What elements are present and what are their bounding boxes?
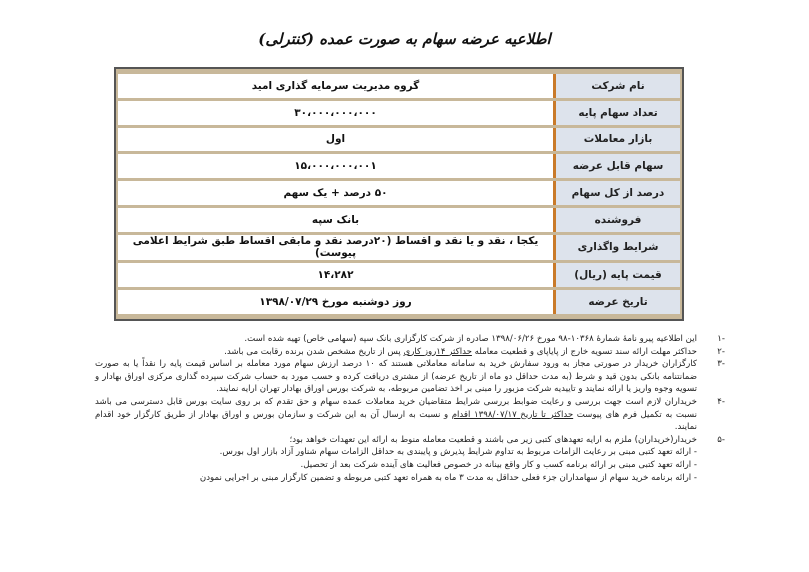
note-item: [95, 434, 725, 447]
note-text-underlined: حداکثر تا تاریخ ۱۳۹۸/۰۷/۱۷ اقدام: [451, 409, 574, 420]
note-text-part: پس از تاریخ مشخص شدن برنده رقابت می باشد.: [224, 346, 404, 357]
table-row-offerable-shares: [118, 154, 680, 178]
note-text: کارگزاران خریدار در صورتی مجاز به ورود سفارش خرید به سامانه معاملاتی هستند که ۱۰ درصد ارزش سهام مورد معامله بر اساس قیمت پایه را نقداً یا به صورت ضمانتنامه بانکی بدون قید و شرط (به مدت حداقل دو ماه از تاریخ عرضه) از مشتری دریافت کرده و حسب مورد به حساب شرکت سپرده گذاری مرکزی اوراق بهادار و تسویه وجوه واریز یا ارائه نمایند و تاییدیه شرکت مزبور را مبنی بر اخذ تضامین مربوطه، به شرکت بورس اوراق بهادار تهران ارایه نمایند.: [95, 359, 697, 395]
table-row-base-price: [118, 263, 680, 287]
row-value: گروه مدیریت سرمایه گذاری امید: [118, 74, 553, 98]
note-text-part: حداکثر مهلت ارائه سند تسویه خارج از پایاپای و قطعیت معامله: [471, 346, 697, 357]
row-label: تعداد سهام پایه: [553, 101, 680, 125]
row-value: ۵۰ درصد + یک سهم: [118, 181, 553, 205]
row-label: نام شرکت: [553, 74, 680, 98]
row-value: ۳۰،۰۰۰،۰۰۰،۰۰۰: [118, 101, 553, 125]
table-row-base-shares: [118, 101, 680, 125]
row-label: قیمت پایه (ریال): [553, 263, 680, 287]
note-number: -۲: [717, 346, 725, 357]
note-text: [95, 396, 697, 434]
row-value: یکجا ، نقد و یا نقد و اقساط (۲۰درصد نقد و مابقی اقساط طبق شرایط اعلامی پیوست): [118, 235, 553, 261]
row-label: تاریخ عرضه: [553, 290, 680, 314]
note-number: -۵: [717, 434, 725, 445]
row-value: روز دوشنبه مورخ ۱۳۹۸/۰۷/۲۹: [118, 290, 553, 314]
note-text: این اطلاعیه پیرو نامهٔ شمارهٔ ۱۰۳۶۸-۹۸ مورخ ۱۳۹۸/۰۶/۲۶ صادره از شرکت کارگزاری بانک سپه (سهامی خاص) تهیه شده است.: [244, 334, 697, 344]
note-text: خریدار(خریداران) ملزم به ارایه تعهدهای کتبی زیر می باشند و قطعیت معامله منوط به ارائه این تعهدات خواهد بود؛: [289, 434, 697, 445]
note-item: [95, 346, 725, 359]
table-row-company-name: [118, 74, 680, 98]
note-item: [95, 396, 725, 434]
note-sub-text: - ارائه برنامه خرید سهام از سهامداران جزء فعلی حداقل به مدت ۳ ماه به همراه تعهد کتبی مربوطه و تضمین کارگزار مبنی بر اجرایی نمودن: [199, 472, 697, 483]
row-value: ۱۵،۰۰۰،۰۰۰،۰۰۱: [118, 154, 553, 178]
row-label: درصد از کل سهام: [553, 181, 680, 205]
table-row-seller: [118, 208, 680, 232]
table-row-market: [118, 128, 680, 152]
note-number: -۳: [717, 359, 725, 370]
note-text-part: و نسبت به ارسال آن به این شرکت و سازمان بورس و اوراق بهادار از طریق کارگزار خود اقدام نمایند.: [95, 409, 697, 433]
note-sub-text: - ارائه تعهد کتبی مبنی بر ارائه برنامه کسب و کار واقع بینانه در خصوص فعالیت های آینده شرکت بعد از تحصیل.: [300, 459, 697, 470]
row-value: ۱۴،۲۸۲: [118, 263, 553, 287]
note-text: [95, 346, 697, 359]
row-value: اول: [118, 128, 553, 152]
note-item: [95, 358, 725, 396]
table-row-transfer-terms: [118, 235, 680, 261]
document-title: اطلاعیه عرضه سهام به صورت عمده (کنترلی): [258, 30, 551, 48]
table-row-percentage: [118, 181, 680, 205]
note-sub-item: [95, 472, 725, 485]
row-value: بانک سپه: [118, 208, 553, 232]
note-sub-item: [95, 459, 725, 472]
row-label: بازار معاملات: [553, 128, 680, 152]
table-row-offering-date: [118, 290, 680, 314]
note-sub-text: - ارائه تعهد کتبی مبنی بر رعایت الزامات مربوط به تداوم شرایط پذیرش و پایبندی به حداقل الزامات سهام شناور آزاد بازار اول بورس.: [219, 447, 697, 458]
note-number: -۴: [717, 396, 725, 407]
notes-list: [95, 333, 725, 484]
row-label: فروشنده: [553, 208, 680, 232]
note-item: [95, 333, 725, 346]
note-number: -۱: [717, 334, 725, 344]
note-sub-item: [95, 446, 725, 459]
offering-info-table: [114, 67, 684, 321]
note-text-part: خریداران لازم است جهت بررسی و رعایت ضوابط بررسی شرایط متقاضیان خرید معاملات عمده سهام و حق تقدم که بر روی سایت بورس قابل دسترسی می باشد نسبت به تکمیل فرم های پیوست: [95, 396, 697, 420]
row-label: شرایط واگذاری: [553, 235, 680, 261]
note-text-underlined: حداکثر ۱۴روز کاری: [403, 346, 472, 357]
row-label: سهام قابل عرضه: [553, 154, 680, 178]
